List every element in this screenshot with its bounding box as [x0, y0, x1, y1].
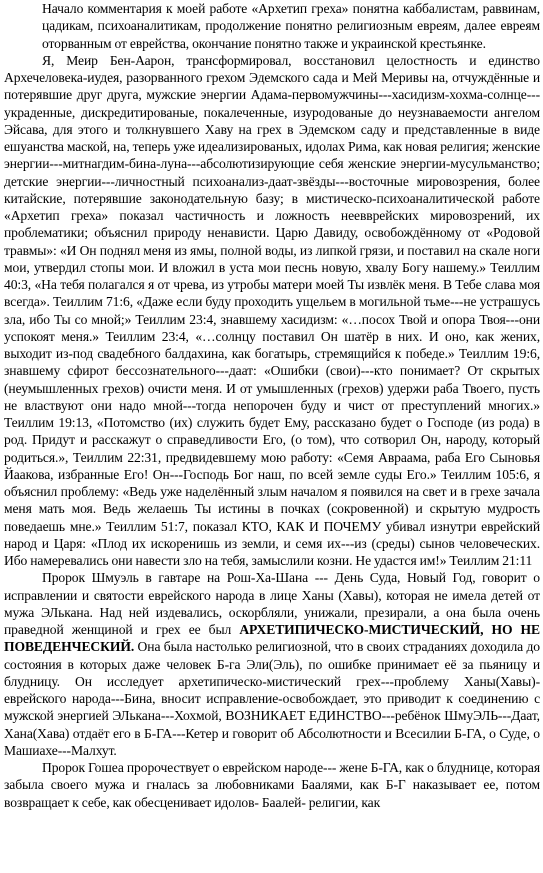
paragraph-3: [4, 569, 540, 759]
emphasis-text: АРХЕТИПИЧЕСКО-МИСТИЧЕСКИЙ, НО НЕ ПОВЕДЕНЧЕСКИЙ.: [4, 622, 540, 655]
paragraph-text: Пророк Шмуэль в гавтаре на Рош-Ха-Шана --- День Суда, Новый Год, говорит о исправлении и святости еврейского народа в лице Ханы (Хавы), которая не имела детей от мужа ЭЛькана. Над ней издевались, оскорбляли, унижали, презирали, а она была очень праведной женщиной и грех ее был: [4, 570, 540, 637]
paragraph-text: Она была настолько религиозной, что в своих страданиях доходила до состояния в которых даже человек Б-га Эли(Эль), по ошибке принимает её за пьяницу и блудницу. Он исследует архетипическо-мистический грех---проблему Ханы(Хавы)-еврейского народа---Бина, вносит исправление-освобождает, это приводит к соединению с мужской энергией ЭЛькана---Хохмой, ВОЗНИКАЕТ ЕДИНСТВО---ребёнок ШмуЭЛЬ---Даат, Хана(Хава) отдаёт его в Б-ГА---Кетер и говорит об Абсолютности и Всесилии Б-ГА, о Суде, о Машиахе---Малхут.: [4, 639, 540, 758]
paragraph-2: [4, 52, 540, 570]
paragraph-1: [4, 0, 540, 52]
paragraph-text: Я, Меир Бен-Аарон, трансформировал, восстановил целостность и единство Архечеловека-иудея, разорванного грехом Эдемского сада и Мей Меривы на, отчуждённые и потерявшие друг друга, мужские энергии Адама-первомужчины---хасидизм-хохма-солнце---украденные, дискредитированые, покалеченные, изуродованые до неузнаваемости ангелом Эйсава, для этого и толкнувшего Хаву на грех в Эдемском саду и представленные в виде ешуанства маской, на, теперь уже идеализированых, идолах Рима, как новая религия; женские энергии---митнагдим-бина-луна---абсолютизирующие себя женские энергии-мусульманство; детские энергии---личностный психоанализ-даат-звёзды---восточные мировозрения, более китайские, потерявшие законодательную базу; в мистическо-психоаналитической работе «Архетип греха» показал частичность и ложность неевврейских мировозрений, их проблематики; объяснил природу ненависти. Царю Давиду, освобождённому от «Родовой травмы»: «И Он поднял меня из ямы, полной воды, из липкой грязи, и поставил на скале ноги мои, утвердил стопы мои. И вложил в уста мои песнь новую, хвалу Богу нашему.» Теиллим 40:3, «На тебя полагался я от чрева, из утробы матери моей Ты извлёк меня. В Тебе слава моя всегда». Теиллим 71:6, «Даже если буду проходить ущельем в могильной тьме---не устрашусь зла, ибо Ты со мной;» Теиллим 23:4, знавшему хасидизм: «…посох Твой и опора Твоя---они успокоят меня.» Теиллим 23:4, «…солнцу поставил Он шатёр в них. И оно, как жених, выходит из-под свадебного балдахина, как богатырь, стремящийся к победе.» Теиллим 19:6, знавшему сфирот бессознательного---даат: «Ошибки (свои)---кто понимает? От скрытых (неумышленных грехов) очисти меня. И от умышленных (грехов) удержи раба Твоего, пусть не властвуют они надо мной---тогда непорочен буду и чист от преступлений многих.» Теиллим 19:13, «Потомство (их) служить будет Ему, рассказано будет о Господе (из рода) в род. Придут и расскажут о справедливости Его, (о том), что сотворил Он, народу, который родиться.», Теиллим 22:31, предвидевшему мою работу: «Семя Авраама, раба Его Сыновья Йаакова, избранные Его! Он---Господь Бог наш, по всей земле суды Его.» Теиллим 105:6, я объяснил проблему: «Ведь уже наделённый злым началом я появился на свет и в грехе зачала меня мать моя. Ведь желаешь Ты истины в почках (сокровенной) и скрытую мудрость поведаешь мне.» Теиллим 51:7, показал КТО, КАК И ПОЧЕМУ убивал изнутри еврейский народ и Царя: «Плод их искоренишь из земли, и семя их---из (среды) сынов человеческих. Ибо намеревались они навести зло на тебя, замыслили козни. Не удастся им!» Теиллим 21:11: [4, 52, 540, 568]
paragraph-text: Пророк Гошеа пророчествует о еврейском народе--- жене Б-ГА, как о блуднице, которая забыла своего мужа и гналась за любовниками Баалями, как Б-Г наказывает ее, потом возвращает к себе, как обесценивает идолов- Баалей- религии, как: [4, 760, 540, 810]
paragraph-4: [4, 759, 540, 811]
paragraph-text: Начало комментария к моей работе «Архетип греха» понятна каббалистам, раввинам, цадикам, психоаналитикам, продолжение понятно религиозным евреям, далее евреям оторванным от еврейства, окончание понятно также и украинской крестьянке.: [42, 1, 540, 51]
document-body: [4, 0, 540, 811]
